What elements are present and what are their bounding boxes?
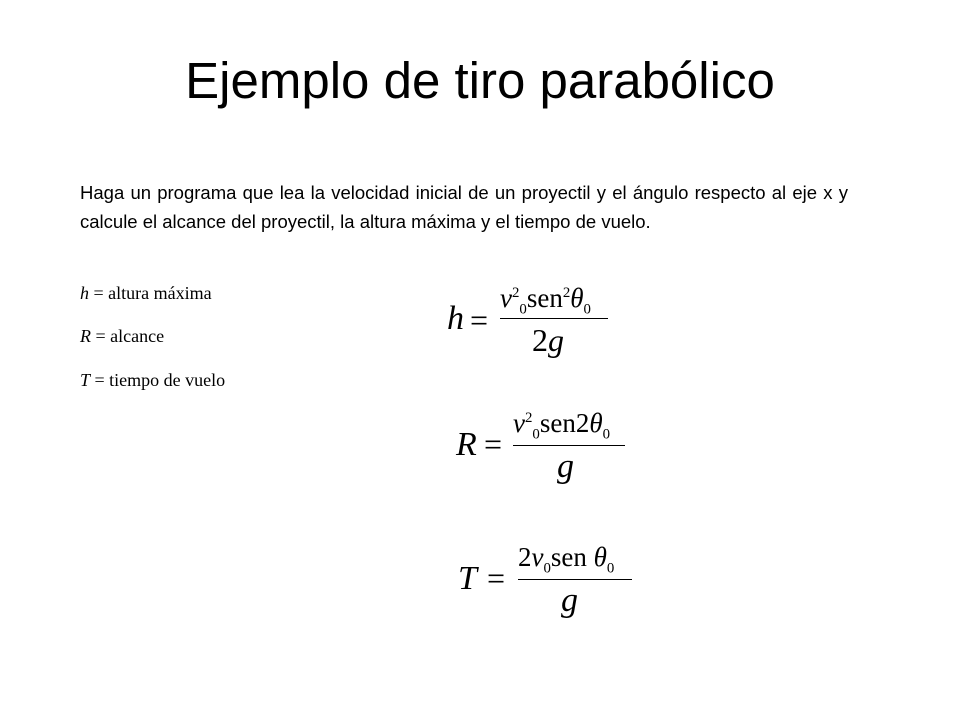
formula-h-lhs: h <box>447 300 464 337</box>
definition-t <box>80 370 225 391</box>
formula-r-fraction-bar <box>513 445 625 446</box>
definition-r <box>80 326 164 347</box>
definition-desc: altura máxima <box>108 283 212 303</box>
problem-statement <box>80 178 848 236</box>
formula-h-denominator: 2g <box>532 322 564 358</box>
definition-desc: alcance <box>110 326 165 346</box>
formula-h-numerator: $v^2_0sen^2\theta_0$ <box>500 283 591 318</box>
definition-eq: = <box>90 370 110 390</box>
formula-t-equals: = <box>487 560 506 596</box>
formula-r-equals: = <box>484 426 503 462</box>
definition-h <box>80 283 212 304</box>
formula-r-denominator: g <box>557 448 574 485</box>
formula-h-fraction-bar <box>500 318 608 319</box>
formula-t-denominator: g <box>561 582 578 619</box>
formula-t-lhs: T <box>458 560 477 597</box>
definition-eq: = <box>89 283 109 303</box>
definition-var: T <box>80 370 91 390</box>
slide-title: Ejemplo de tiro parabólico <box>185 52 775 109</box>
definition-eq: = <box>91 326 111 346</box>
definition-var: R <box>80 326 91 346</box>
definition-desc: tiempo de vuelo <box>109 370 226 390</box>
formula-h-equals: = <box>470 302 489 338</box>
definition-var: h <box>80 283 89 303</box>
formula-r-lhs: R <box>456 426 477 463</box>
formula-t-numerator: $2v_0sen$ $\theta_0$ <box>518 542 615 577</box>
formula-t-fraction-bar <box>518 579 632 580</box>
problem-text: Haga un programa que lea la velocidad inicial de un proyectil y el ángulo respecto al eje x y calcule el alcance del proyectil, la altura máxima y el tiempo de vuelo. <box>80 182 848 232</box>
formula-r-numerator: $v^2_0sen2\theta_0$ <box>513 408 611 443</box>
